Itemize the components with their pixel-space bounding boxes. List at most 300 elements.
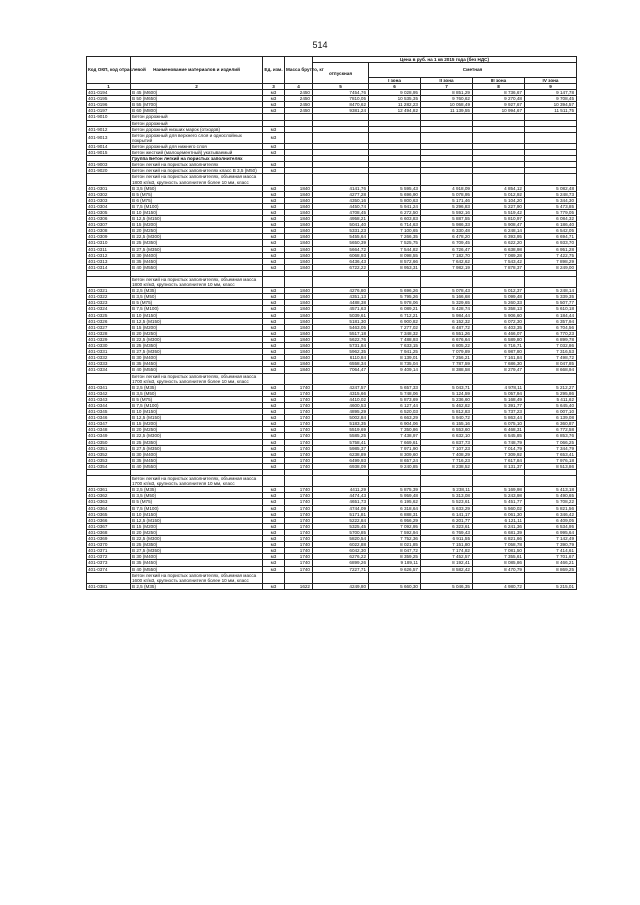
cell-price-otpusk: 5325,45: [313, 523, 369, 529]
cell-price-otpusk: 4571,63: [313, 306, 369, 312]
cell-price-zone-2: 5 043,71: [421, 384, 473, 390]
cell-price-zone-1: 7 669,61: [369, 439, 421, 445]
cell-price-zone-2: 5 171,46: [421, 197, 473, 203]
cell-price-zone-1: 6 888,31: [369, 511, 421, 517]
cell-unit: [263, 174, 285, 185]
cell-price-zone-4: [525, 476, 577, 487]
cell-price-otpusk: 4276,80: [313, 288, 369, 294]
cell-unit: м3: [263, 168, 285, 174]
column-number: 4: [285, 84, 313, 90]
header-zone-3: III зона: [473, 77, 525, 83]
cell-code: 401-0303: [87, 197, 131, 203]
cell-name: В 20 (М250): [131, 529, 263, 535]
cell-price-zone-4: 5 295,86: [525, 390, 577, 396]
cell-price-zone-3: 5 168,49: [473, 396, 525, 402]
cell-price-otpusk: 4474,43: [313, 493, 369, 499]
cell-code: 401-0367: [87, 523, 131, 529]
cell-mass: 1740: [285, 421, 313, 427]
cell-price-otpusk: 4600,53: [313, 402, 369, 408]
cell-unit: м3: [263, 343, 285, 349]
cell-price-zone-3: 6 072,30: [473, 318, 525, 324]
cell-code: 401-0322: [87, 294, 131, 300]
cell-name: В 25 (М350): [131, 542, 263, 548]
cell-price-zone-3: [473, 132, 525, 143]
cell-price-otpusk: 6068,93: [313, 252, 369, 258]
cell-price-otpusk: 6022,88: [313, 542, 369, 548]
cell-price-zone-2: 6 155,16: [421, 421, 473, 427]
cell-price-zone-1: 6 663,29: [369, 415, 421, 421]
cell-name: В 35 (М450): [131, 258, 263, 264]
cell-code: 401-0331: [87, 349, 131, 355]
cell-price-zone-2: 8 192,41: [421, 560, 473, 566]
cell-price-zone-1: 7 266,35: [369, 234, 421, 240]
cell-price-zone-4: 7 316,53: [525, 349, 577, 355]
cell-code: 401-0307: [87, 222, 131, 228]
cell-unit: м3: [263, 209, 285, 215]
cell-code: 401-0372: [87, 554, 131, 560]
cell-code: [87, 572, 131, 583]
cell-price-zone-4: 5 645,40: [525, 402, 577, 408]
cell-code: 401-0308: [87, 228, 131, 234]
cell-price-otpusk: 6276,22: [313, 554, 369, 560]
header-name: Наименование материалов и изделий: [131, 57, 263, 84]
cell-price-zone-4: 6 951,28: [525, 246, 577, 252]
cell-price-zone-2: 11 139,55: [421, 108, 473, 114]
cell-price-zone-2: 5 296,83: [421, 203, 473, 209]
cell-price-zone-1: 7 348,32: [369, 330, 421, 336]
cell-name: В 12,5 (М150): [131, 216, 263, 222]
cell-name: Бетон дорожный: [131, 120, 263, 126]
cell-mass: 1840: [285, 367, 313, 373]
cell-name: Бетон легкий на пористых заполнителях, объемная масса 1700 кг/м3, крупность заполнителя 10 мм, класс: [131, 476, 263, 487]
cell-price-zone-2: 5 592,16: [421, 209, 473, 215]
header-zone-1: I зона: [369, 77, 421, 83]
cell-unit: м3: [263, 294, 285, 300]
cell-mass: 1740: [285, 560, 313, 566]
cell-unit: м3: [263, 288, 285, 294]
cell-price-otpusk: 5222,84: [313, 517, 369, 523]
cell-price-otpusk: 6042,30: [313, 548, 369, 554]
cell-price-zone-3: 5 169,98: [473, 487, 525, 493]
cell-unit: м3: [263, 132, 285, 143]
table-row: [87, 476, 577, 487]
cell-mass: 1740: [285, 517, 313, 523]
cell-name: В 22,5 (М300): [131, 234, 263, 240]
cell-price-zone-3: 7 355,61: [473, 554, 525, 560]
cell-price-zone-4: [525, 174, 577, 185]
cell-unit: м3: [263, 367, 285, 373]
cell-price-zone-1: [369, 572, 421, 583]
cell-price-zone-2: 5 428,74: [421, 306, 473, 312]
cell-name: Бетон легкий на пористых заполнителях, объемная масса 1800 кг/м3, крупность заполнителя 10 мм, класс: [131, 277, 263, 288]
cell-price-zone-4: 8 466,21: [525, 560, 577, 566]
cell-unit: м3: [263, 191, 285, 197]
cell-price-zone-1: 7 488,93: [369, 336, 421, 342]
cell-price-zone-3: 5 810,97: [473, 216, 525, 222]
cell-price-zone-3: 6 248,14: [473, 228, 525, 234]
cell-price-zone-2: 5 986,33: [421, 222, 473, 228]
cell-price-zone-2: 6 676,64: [421, 336, 473, 342]
cell-code: 401-0344: [87, 402, 131, 408]
cell-code: 401-0311: [87, 246, 131, 252]
cell-price-zone-1: 6 089,21: [369, 306, 421, 312]
cell-unit: м3: [263, 330, 285, 336]
cell-code: 401-0302: [87, 191, 131, 197]
cell-price-zone-3: 6 638,98: [473, 246, 525, 252]
cell-price-zone-4: 7 976,18: [525, 457, 577, 463]
cell-price-zone-3: 5 863,44: [473, 415, 525, 421]
cell-name: В 2,5 (М35): [131, 487, 263, 493]
cell-price-otpusk: 5585,25: [313, 433, 369, 439]
cell-mass: 1840: [285, 240, 313, 246]
cell-code: 401-0353: [87, 457, 131, 463]
cell-mass: 1840: [285, 312, 313, 318]
cell-price-zone-4: 8 047,85: [525, 361, 577, 367]
cell-price-otpusk: 5820,54: [313, 536, 369, 542]
header-zone-4: IV зона: [525, 77, 577, 83]
cell-name: В 60 (М800): [131, 108, 263, 114]
cell-price-zone-1: 7 525,75: [369, 240, 421, 246]
cell-price-zone-2: 7 452,57: [421, 554, 473, 560]
cell-unit: м3: [263, 252, 285, 258]
cell-code: 401-0304: [87, 203, 131, 209]
cell-mass: [285, 476, 313, 487]
cell-price-zone-4: 7 390,79: [525, 542, 577, 548]
cell-mass: [285, 132, 313, 143]
cell-price-otpusk: 8470,62: [313, 102, 369, 108]
cell-code: 401-0348: [87, 427, 131, 433]
cell-price-otpusk: [313, 572, 369, 583]
header-unit: Ед. изм.: [263, 57, 285, 84]
cell-price-zone-3: 5 227,90: [473, 203, 525, 209]
cell-name: Бетон легкий на пористых заполнителях, объемная масса 1700 кг/м3, крупность заполнителя более 10 мм, класс: [131, 373, 263, 384]
cell-price-zone-1: 6 272,50: [369, 209, 421, 215]
cell-price-zone-4: 8 513,86: [525, 463, 577, 469]
header-price-title: Цена в руб. на 1 кв 2015 года (без НДС): [313, 57, 577, 63]
cell-price-zone-4: 5 344,30: [525, 197, 577, 203]
cell-name: Бетон легкий на пористых заполнителях класс В 3,5 (М50): [131, 168, 263, 174]
cell-name: Бетон дорожный для нижнего слоя: [131, 143, 263, 149]
cell-price-zone-1: 5 795,26: [369, 294, 421, 300]
cell-code: 401-9003: [87, 162, 131, 168]
cell-name: В 35 (М450): [131, 361, 263, 367]
cell-price-zone-2: [421, 572, 473, 583]
cell-price-otpusk: [313, 277, 369, 288]
cell-price-zone-1: 8 572,66: [369, 258, 421, 264]
cell-price-zone-3: 5 012,37: [473, 288, 525, 294]
cell-price-zone-1: 7 100,65: [369, 228, 421, 234]
cell-price-zone-2: 6 487,72: [421, 324, 473, 330]
cell-mass: 1740: [285, 523, 313, 529]
cell-price-zone-4: 6 534,95: [525, 523, 577, 529]
cell-mass: 1740: [285, 433, 313, 439]
cell-code: 401-0332: [87, 355, 131, 361]
cell-price-zone-4: 10 394,57: [525, 102, 577, 108]
cell-price-zone-1: 6 195,62: [369, 499, 421, 505]
cell-price-zone-4: 6 772,58: [525, 427, 577, 433]
cell-unit: м3: [263, 396, 285, 402]
cell-price-zone-3: 6 393,95: [473, 234, 525, 240]
cell-price-otpusk: 5517,18: [313, 330, 369, 336]
cell-code: 401-0351: [87, 445, 131, 451]
cell-price-zone-2: 8 851,29: [421, 90, 473, 96]
cell-mass: 1740: [285, 451, 313, 457]
cell-name: В 22,5 (М300): [131, 433, 263, 439]
cell-unit: м3: [263, 336, 285, 342]
cell-price-otpusk: 4895,29: [313, 409, 369, 415]
cell-unit: м3: [263, 505, 285, 511]
cell-price-zone-1: 6 904,06: [369, 421, 421, 427]
cell-mass: 1740: [285, 463, 313, 469]
header-otpusk: отпускная: [313, 63, 369, 84]
cell-price-zone-2: 5 236,60: [421, 396, 473, 402]
cell-price-zone-1: [369, 476, 421, 487]
cell-unit: м3: [263, 90, 285, 96]
cell-price-zone-1: [369, 174, 421, 185]
cell-code: 401-0314: [87, 264, 131, 270]
table-row: [87, 174, 577, 185]
cell-mass: 1740: [285, 529, 313, 535]
cell-code: 401-0362: [87, 493, 131, 499]
cell-mass: 1840: [285, 318, 313, 324]
cell-unit: м3: [263, 185, 285, 191]
cell-price-zone-2: [421, 476, 473, 487]
cell-mass: 1740: [285, 511, 313, 517]
cell-unit: м3: [263, 126, 285, 132]
cell-name: В 35 (М450): [131, 560, 263, 566]
cell-name: В 10 (М150): [131, 209, 263, 215]
cell-price-zone-3: 6 121,11: [473, 517, 525, 523]
cell-code: 401-0194: [87, 90, 131, 96]
cell-price-otpusk: 4450,74: [313, 203, 369, 209]
cell-code: 401-0334: [87, 367, 131, 373]
cell-name: В 10 (М150): [131, 511, 263, 517]
cell-price-zone-2: 10 058,49: [421, 102, 473, 108]
cell-unit: м3: [263, 143, 285, 149]
cell-code: 401-0374: [87, 566, 131, 572]
cell-unit: м3: [263, 566, 285, 572]
cell-name: В 30 (М400): [131, 451, 263, 457]
cell-price-zone-2: 5 329,65: [421, 300, 473, 306]
cell-price-zone-3: 7 543,42: [473, 258, 525, 264]
cell-name: В 22,5 (М300): [131, 536, 263, 542]
table-row: [87, 373, 577, 384]
cell-mass: 2450: [285, 96, 313, 102]
cell-price-otpusk: [313, 476, 369, 487]
cell-unit: м3: [263, 384, 285, 390]
cell-price-zone-4: [525, 373, 577, 384]
cell-name: В 7,5 (М100): [131, 402, 263, 408]
cell-code: 401-0312: [87, 252, 131, 258]
cell-price-zone-1: 7 752,36: [369, 536, 421, 542]
cell-name: В 7,5 (М100): [131, 203, 263, 209]
cell-price-zone-3: 9 270,48: [473, 96, 525, 102]
cell-code: 401-0369: [87, 536, 131, 542]
cell-price-otpusk: 5183,35: [313, 421, 369, 427]
cell-price-zone-3: 4 854,12: [473, 185, 525, 191]
cell-price-otpusk: 6938,09: [313, 463, 369, 469]
cell-price-zone-4: 5 779,05: [525, 209, 577, 215]
cell-code: 401-9010: [87, 114, 131, 120]
cell-price-zone-1: 7 941,25: [369, 349, 421, 355]
cell-name: В 3,5 (М50): [131, 185, 263, 191]
cell-unit: [263, 572, 285, 583]
cell-price-otpusk: 5758,41: [313, 439, 369, 445]
cell-price-zone-1: 9 626,57: [369, 566, 421, 572]
column-number: 5: [313, 84, 369, 90]
cell-mass: 1840: [285, 349, 313, 355]
cell-code: [87, 174, 131, 185]
cell-unit: м3: [263, 264, 285, 270]
cell-price-zone-3: 7 878,37: [473, 264, 525, 270]
cell-price-zone-1: 5 657,33: [369, 384, 421, 390]
cell-code: 401-0333: [87, 361, 131, 367]
table-row: [87, 583, 577, 589]
cell-code: 401-0326: [87, 318, 131, 324]
cell-price-zone-3: 8 736,67: [473, 90, 525, 96]
cell-price-zone-1: 6 127,44: [369, 402, 421, 408]
cell-price-zone-4: [525, 132, 577, 143]
cell-price-otpusk: 5002,84: [313, 415, 369, 421]
cell-unit: м3: [263, 318, 285, 324]
cell-code: 401-0305: [87, 209, 131, 215]
cell-name: В 10 (М150): [131, 409, 263, 415]
cell-price-zone-3: 6 241,36: [473, 523, 525, 529]
cell-price-zone-2: 6 141,17: [421, 511, 473, 517]
cell-price-zone-2: 5 462,82: [421, 402, 473, 408]
cell-name: В 2,5 (М35): [131, 288, 263, 294]
cell-price-zone-4: 5 411,62: [525, 396, 577, 402]
cell-code: 401-0330: [87, 343, 131, 349]
cell-price-zone-1: 11 282,23: [369, 102, 421, 108]
cell-mass: 1840: [285, 246, 313, 252]
cell-code: 401-0371: [87, 548, 131, 554]
cell-name: В 45 (М600): [131, 90, 263, 96]
cell-price-zone-3: [473, 572, 525, 583]
cell-price-zone-2: 6 201,77: [421, 517, 473, 523]
cell-name: В 3,5 (М50): [131, 493, 263, 499]
cell-price-zone-3: 8 131,37: [473, 463, 525, 469]
cell-unit: м3: [263, 463, 285, 469]
cell-code: 401-0343: [87, 396, 131, 402]
cell-unit: [263, 277, 285, 288]
cell-price-otpusk: 5463,05: [313, 324, 369, 330]
cell-price-zone-4: 7 498,72: [525, 355, 577, 361]
cell-mass: 1740: [285, 384, 313, 390]
cell-unit: м3: [263, 96, 285, 102]
cell-code: 401-9013: [87, 132, 131, 143]
cell-price-zone-2: 7 716,23: [421, 457, 473, 463]
cell-price-zone-2: [421, 277, 473, 288]
cell-unit: м3: [263, 349, 285, 355]
cell-price-otpusk: 5650,39: [313, 240, 369, 246]
cell-mass: [285, 373, 313, 384]
cell-price-zone-3: 6 589,80: [473, 336, 525, 342]
cell-price-zone-4: 7 142,49: [525, 536, 577, 542]
cell-mass: 1622: [285, 583, 313, 589]
cell-name: В 27,5 (М350): [131, 548, 263, 554]
cell-price-zone-2: 7 256,21: [421, 355, 473, 361]
cell-price-otpusk: 5731,84: [313, 343, 369, 349]
cell-price-otpusk: 4958,21: [313, 216, 369, 222]
cell-price-zone-1: [369, 373, 421, 384]
header-smetnaya: Сметная: [369, 63, 577, 78]
cell-price-zone-1: 7 544,82: [369, 246, 421, 252]
cell-name: В 5 (М75): [131, 499, 263, 505]
cell-price-zone-2: 5 887,55: [421, 216, 473, 222]
cell-price-otpusk: 4708,45: [313, 209, 369, 215]
cell-name: В 15 (М200): [131, 421, 263, 427]
cell-unit: м3: [263, 548, 285, 554]
cell-unit: м3: [263, 517, 285, 523]
cell-unit: м3: [263, 523, 285, 529]
cell-price-otpusk: [313, 132, 369, 143]
cell-unit: м3: [263, 451, 285, 457]
cell-mass: 1740: [285, 499, 313, 505]
cell-code: 401-0324: [87, 306, 131, 312]
cell-name: В 20 (М250): [131, 427, 263, 433]
cell-mass: 1740: [285, 505, 313, 511]
cell-price-zone-4: 6 995,64: [525, 529, 577, 535]
cell-price-zone-4: 5 413,18: [525, 487, 577, 493]
cell-price-zone-2: 7 079,89: [421, 349, 473, 355]
cell-price-zone-2: 5 313,08: [421, 493, 473, 499]
cell-price-zone-4: 5 215,01: [525, 583, 577, 589]
cell-price-zone-2: 5 078,95: [421, 191, 473, 197]
cell-mass: 1740: [285, 415, 313, 421]
cell-price-zone-2: 5 046,35: [421, 583, 473, 589]
cell-price-otpusk: 4315,66: [313, 390, 369, 396]
cell-price-zone-1: 5 873,69: [369, 396, 421, 402]
cell-name: Бетон легкий на пористых заполнителях, объемная масса 1600 кг/м3, крупность заполнителя более 10 мм, класс: [131, 572, 263, 583]
cell-code: 401-0195: [87, 96, 131, 102]
cell-price-zone-4: 6 853,76: [525, 433, 577, 439]
cell-price-zone-1: 5 875,39: [369, 487, 421, 493]
cell-price-zone-3: 5 451,77: [473, 499, 525, 505]
cell-price-zone-4: 8 869,25: [525, 566, 577, 572]
cell-price-otpusk: 5455,64: [313, 234, 369, 240]
cell-price-zone-1: 8 735,04: [369, 361, 421, 367]
cell-code: 401-0365: [87, 511, 131, 517]
cell-unit: м3: [263, 108, 285, 114]
cell-price-zone-2: 7 408,29: [421, 451, 473, 457]
cell-name: В 10 (М150): [131, 312, 263, 318]
cell-price-zone-3: 7 014,79: [473, 445, 525, 451]
cell-unit: м3: [263, 228, 285, 234]
cell-price-zone-2: 7 642,62: [421, 258, 473, 264]
cell-price-zone-2: [421, 132, 473, 143]
cell-unit: м3: [263, 529, 285, 535]
cell-code: 401-0197: [87, 108, 131, 114]
cell-price-zone-3: 6 987,80: [473, 349, 525, 355]
cell-name: В 20 (М250): [131, 228, 263, 234]
cell-unit: м3: [263, 402, 285, 408]
cell-name: В 15 (М200): [131, 222, 263, 228]
cell-unit: м3: [263, 439, 285, 445]
cell-price-zone-2: 5 940,72: [421, 415, 473, 421]
cell-price-zone-2: 6 726,47: [421, 246, 473, 252]
cell-price-zone-1: 5 595,43: [369, 185, 421, 191]
cell-price-otpusk: 6499,93: [313, 457, 369, 463]
cell-price-otpusk: 5331,23: [313, 228, 369, 234]
cell-price-zone-1: 5 696,90: [369, 191, 421, 197]
cell-code: 401-9012: [87, 126, 131, 132]
cell-price-zone-1: 5 959,48: [369, 493, 421, 499]
cell-price-zone-1: 8 021,85: [369, 542, 421, 548]
cell-mass: 1840: [285, 288, 313, 294]
cell-price-zone-3: 4 980,72: [473, 583, 525, 589]
table-row: [87, 132, 577, 143]
